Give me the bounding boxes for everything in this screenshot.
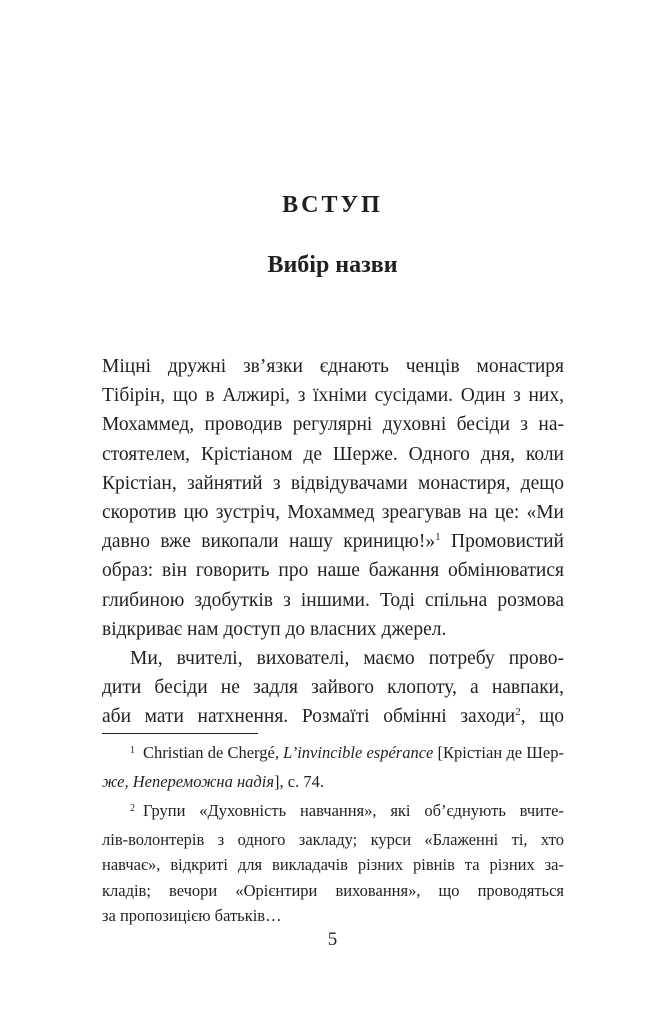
footnote-1 <box>102 740 564 794</box>
body-line: образ: він говорить про наше бажання обмінюватися <box>102 560 564 582</box>
footnote-author: Christian de Chergé, <box>143 743 284 762</box>
body-line <box>102 702 564 731</box>
body-line: Ми, вчителі, вихователі, маємо потребу прово- <box>130 648 564 670</box>
page-number: 5 <box>327 929 338 950</box>
footnote-line: кладів; вечори «Орієнтири виховання», що проводяться <box>102 880 564 900</box>
body-line: скоротив цю зустріч, Мохаммед зреагував на це: «Ми <box>102 502 564 524</box>
footnote-line: лів-волонтерів з одного закладу; курси «Блаженні ті, хто <box>102 829 564 849</box>
footnote-line: навчає», відкриті для викладачів різних рівнів та різних за- <box>102 855 564 874</box>
footnote-title: L’invincible espérance <box>283 743 434 762</box>
footnote-number: 2 <box>130 803 135 814</box>
footnote-line <box>102 769 564 795</box>
main-text <box>102 352 564 732</box>
body-line: Крістіан, зайнятий з відвідувачами монастиря, дещо <box>102 472 564 494</box>
body-line: глибиною здобутків з іншими. Тоді спільна розмова <box>102 589 564 611</box>
section-subtitle: Вибір назви <box>267 252 398 278</box>
body-text-segment: Промовистий <box>440 531 564 553</box>
footnote-line <box>102 798 564 827</box>
footnote-text: ], с. 74. <box>274 771 324 791</box>
body-line <box>102 527 564 556</box>
chapter-title: ВСТУП <box>282 192 383 218</box>
body-line: Мохаммед, проводив регулярні духовні бесіди з на- <box>102 414 564 436</box>
body-line: стоятелем, Крістіаном де Шерже. Одного дня, коли <box>102 443 564 465</box>
footnote-ref-1: 1 <box>435 531 441 544</box>
body-text-segment: , що <box>520 706 565 728</box>
footnote-2 <box>102 798 564 929</box>
footnote-number: 1 <box>130 745 135 756</box>
footnote-ref-2: 2 <box>515 706 521 719</box>
footnote-text: Групи «Духовність навчання», які об’єднують вчите- <box>143 801 564 820</box>
body-line: дити бесіди не задля зайвого клопоту, а навпаки, <box>102 677 564 699</box>
body-line: відкриває нам доступ до власних джерел. <box>102 618 447 640</box>
footnote-text: [Крістіан де Шер- <box>433 743 564 762</box>
footnote-line <box>102 740 564 769</box>
footnote-title: же, Непереможна надія <box>102 771 274 791</box>
body-text-segment: аби мати натхнення. Розмаїті обмінні заходи <box>102 706 516 728</box>
body-line: Міцні дружні зв’язки єднають ченців монастиря <box>102 356 564 377</box>
body-text-segment: давно вже викопали нашу криницю!» <box>102 531 436 553</box>
footnote-divider <box>102 733 258 734</box>
footnotes <box>102 740 564 933</box>
body-line: Тібірін, що в Алжирі, з їхніми сусідами. Один з них, <box>102 385 564 407</box>
footnote-line: за пропозицією батьків… <box>102 906 282 925</box>
